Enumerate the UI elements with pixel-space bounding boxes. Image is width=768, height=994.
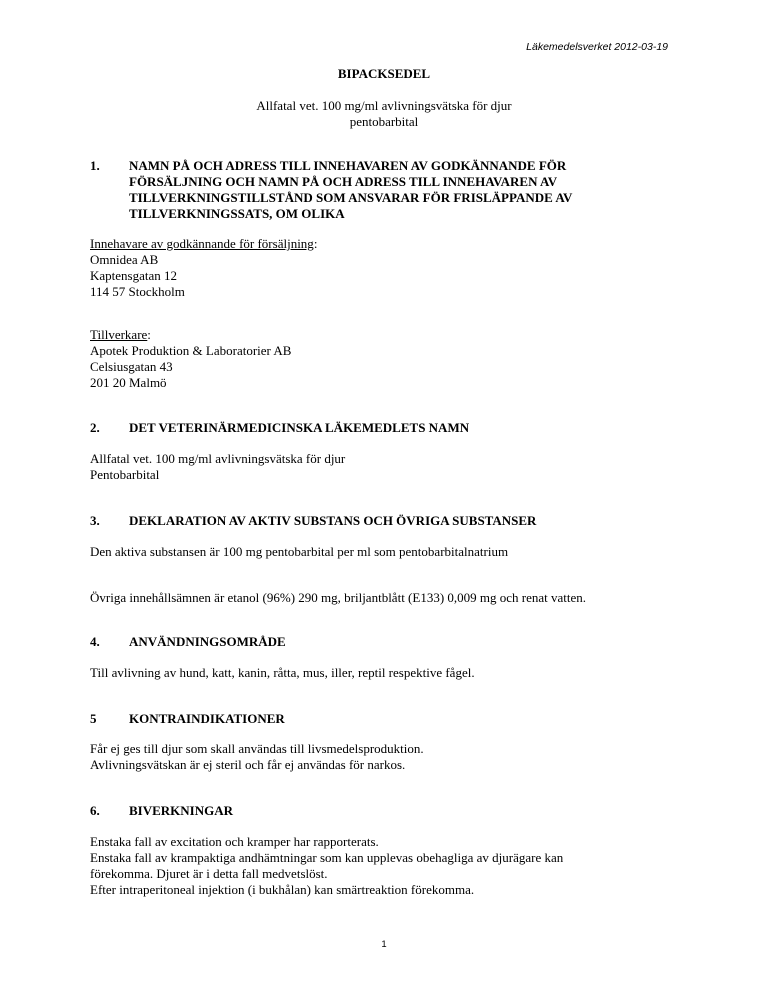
page-number: 1 <box>381 939 387 950</box>
holder-address-line: Omnidea AB <box>90 252 159 267</box>
section-2-heading: DET VETERINÄRMEDICINSKA LÄKEMEDLETS NAMN <box>129 420 470 435</box>
maker-address-line: Celsiusgatan 43 <box>90 359 173 374</box>
section-6-heading: BIVERKNINGAR <box>129 803 234 818</box>
section-6-number: 6. <box>90 803 100 818</box>
section-4-paragraph: Till avlivning av hund, katt, kanin, råtta, mus, iller, reptil respektive fågel. <box>90 665 475 680</box>
section-1-heading-line: TILLVERKNINGSSATS, OM OLIKA <box>129 206 345 221</box>
section-1-heading <box>129 158 572 222</box>
section-3-heading: DEKLARATION AV AKTIV SUBSTANS OCH ÖVRIGA SUBSTANSER <box>129 513 537 528</box>
holder-label-line: Innehavare av godkännande för försäljning: <box>90 236 318 251</box>
maker-address-line: Apotek Produktion & Laboratorier AB <box>90 343 292 358</box>
section-4-number: 4. <box>90 634 100 649</box>
product-name-line: Pentobarbital <box>90 467 160 482</box>
section-3-paragraph: Den aktiva substansen är 100 mg pentobarbital per ml som pentobarbitalnatrium <box>90 544 509 559</box>
section-3-paragraph: Övriga innehållsämnen är etanol (96%) 290 mg, briljantblått (E133) 0,009 mg och renat vatten. <box>90 590 587 605</box>
holder-address-line: 114 57 Stockholm <box>90 284 185 299</box>
section-6-body <box>90 834 563 898</box>
document-header-date: Läkemedelsverket 2012-03-19 <box>526 41 668 53</box>
document-title: BIPACKSEDEL <box>337 66 431 81</box>
substance-name: pentobarbital <box>349 114 419 129</box>
section-1-heading-line: NAMN PÅ OCH ADRESS TILL INNEHAVAREN AV GODKÄNNANDE FÖR <box>129 158 567 173</box>
product-name-line: Allfatal vet. 100 mg/ml avlivningsvätska för djur <box>90 451 346 466</box>
section-2-body <box>90 451 345 483</box>
maker-label-line: Tillverkare: <box>90 327 151 342</box>
side-effect-line: förekomma. Djuret är i detta fall medvetslöst. <box>90 866 328 881</box>
maker-label: Tillverkare <box>90 327 148 342</box>
side-effect-line: Enstaka fall av krampaktiga andhämtningar som kan upplevas obehagliga av djurägare kan <box>90 850 564 865</box>
section-2-number: 2. <box>90 420 100 435</box>
contraindication-line: Avlivningsvätskan är ej steril och får ej användas för narkos. <box>90 757 406 772</box>
document-subtitle <box>0 98 768 130</box>
section-5-number: 5 <box>90 711 97 726</box>
side-effect-line: Efter intraperitoneal injektion (i bukhålan) kan smärtreaktion förekomma. <box>90 882 475 897</box>
section-1-heading-line: TILLVERKNINGSTILLSTÅND SOM ANSVARAR FÖR FRISLÄPPANDE AV <box>129 190 573 205</box>
section-5-heading: KONTRAINDIKATIONER <box>129 711 285 726</box>
maker-address-line: 201 20 Malmö <box>90 375 167 390</box>
section-1-number: 1. <box>90 158 100 173</box>
section-4-heading: ANVÄNDNINGSOMRÅDE <box>129 634 286 649</box>
holder-address-line: Kaptensgatan 12 <box>90 268 178 283</box>
maker-block <box>90 327 291 391</box>
holder-label: Innehavare av godkännande för försäljning <box>90 236 314 251</box>
side-effect-line: Enstaka fall av excitation och kramper har rapporterats. <box>90 834 379 849</box>
holder-block <box>90 236 317 300</box>
section-1-heading-line: FÖRSÄLJNING OCH NAMN PÅ OCH ADRESS TILL INNEHAVAREN AV <box>129 174 558 189</box>
section-3-number: 3. <box>90 513 100 528</box>
contraindication-line: Får ej ges till djur som skall användas till livsmedelsproduktion. <box>90 741 424 756</box>
section-5-body <box>90 741 424 773</box>
product-name: Allfatal vet. 100 mg/ml avlivningsvätska för djur <box>256 98 512 113</box>
